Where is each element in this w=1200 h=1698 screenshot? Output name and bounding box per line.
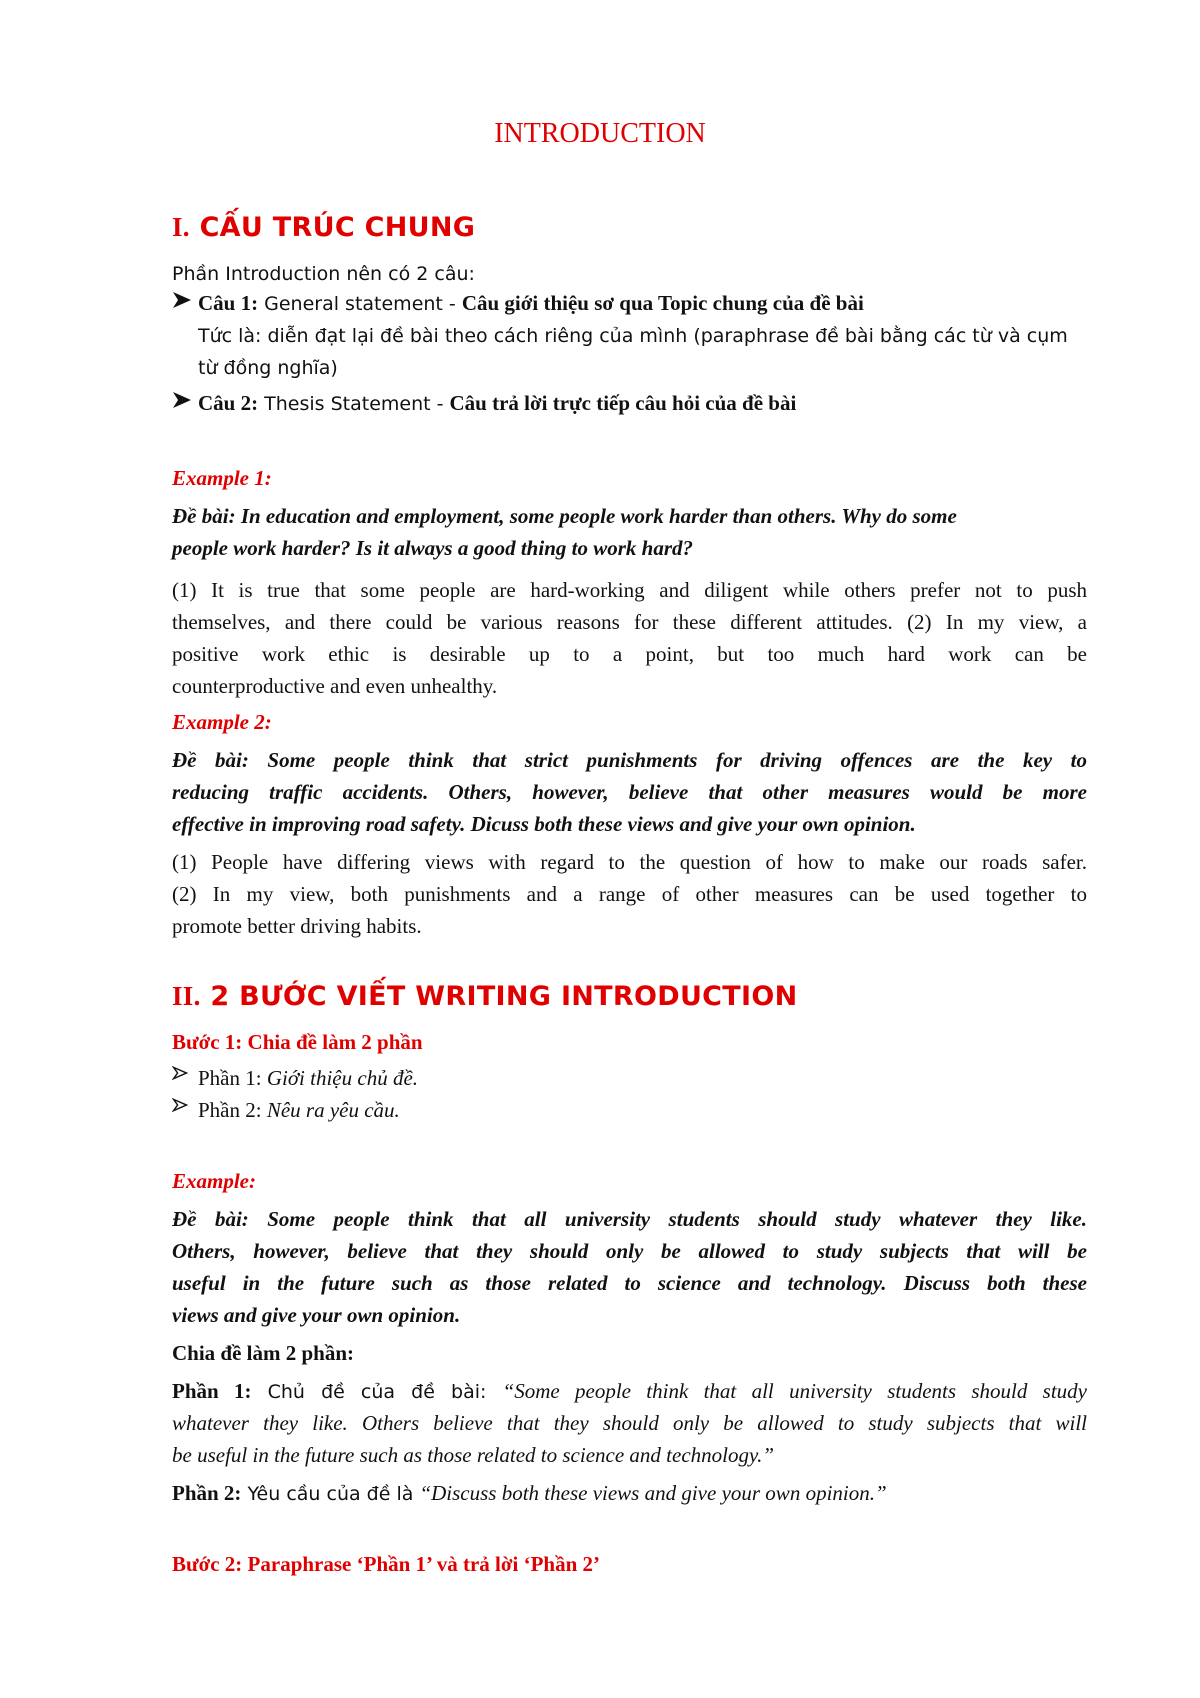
part-1-label: Phần 1: <box>198 1066 267 1090</box>
example-2-prompt-line-1: Đề bài: Some people think that strict punishments for driving offences are the key to <box>172 748 1087 772</box>
example-prompt-line-3: useful in the future such as those related to science and technology. Discuss both these <box>172 1271 1087 1295</box>
example-2-prompt-line-2: reducing traffic accidents. Others, however, believe that other measures would be more <box>172 780 1087 804</box>
example-prompt-line-4: views and give your own opinion. <box>172 1303 461 1327</box>
part-2-text: Nêu ra yêu cầu. <box>266 1098 400 1122</box>
phan-2-quote: “Discuss both these views and give your own opinion.” <box>419 1481 887 1505</box>
cau-1-plain: General statement - <box>258 293 462 315</box>
example-prompt-line-2: Others, however, believe that they should only be allowed to study subjects that will be <box>172 1239 1087 1263</box>
arrow-bullet-icon <box>172 1065 194 1087</box>
section-2-number: II. <box>172 981 201 1011</box>
page-title: INTRODUCTION <box>494 118 706 149</box>
example-1-prompt-line-1: Đề bài: In education and employment, some people work harder than others. Why do some <box>172 504 957 528</box>
bullet-cau-2 <box>198 387 1113 420</box>
arrow-bullet-icon <box>172 390 194 412</box>
phan-2-line <box>172 1477 1087 1510</box>
part-1-text: Giới thiệu chủ đề. <box>266 1066 419 1090</box>
cau-1-label: Câu 1: <box>198 291 259 315</box>
example-2-answer-line-2: (2) In my view, both punishments and a range of other measures can be used together to <box>172 882 1087 906</box>
cau-2-bold: Câu trả lời trực tiếp câu hỏi của đề bài <box>449 391 797 415</box>
part-2-item <box>198 1094 1113 1126</box>
example-1-answer-line-4: counterproductive and even unhealthy. <box>172 674 498 698</box>
split-heading: Chia đề làm 2 phần: <box>172 1341 355 1365</box>
phan-1-quote-line-1: “Some people think that all university students should study <box>502 1379 1087 1403</box>
arrow-bullet-icon <box>172 290 194 312</box>
example-1-label: Example 1: <box>172 466 272 490</box>
cau-2-plain: Thesis Statement - <box>258 393 450 415</box>
section-1-intro: Phần Introduction nên có 2 câu: <box>172 263 475 285</box>
cau-1-detail-line-1: Tức là: diễn đạt lại đề bài theo cách riêng của mình (paraphrase đề bài bằng các từ và cụm <box>198 325 1068 347</box>
phan-1-plain: Chủ đề của đề bài: <box>251 1381 503 1403</box>
section-1-heading <box>172 212 475 243</box>
example-1-answer-line-2: themselves, and there could be various reasons for these different attitudes. (2) In my view, a <box>172 610 1087 634</box>
phan-2-plain: Yêu cầu của đề là <box>241 1483 420 1505</box>
bullet-cau-1 <box>198 287 1113 320</box>
cau-1-bold: Câu giới thiệu sơ qua Topic chung của đề bài <box>461 291 864 315</box>
section-2-heading <box>172 981 798 1012</box>
section-1-number: I. <box>172 212 190 242</box>
step-1-heading: Bước 1: Chia đề làm 2 phần <box>172 1030 423 1054</box>
example-label: Example: <box>172 1169 256 1193</box>
cau-2-label: Câu 2: <box>198 391 259 415</box>
example-1-prompt-line-2: people work harder? Is it always a good thing to work hard? <box>172 536 693 560</box>
phan-1-label: Phần 1: <box>172 1379 252 1403</box>
example-1-answer-line-3: positive work ethic is desirable up to a point, but too much hard work can be <box>172 642 1087 666</box>
example-2-answer-line-1: (1) People have differing views with regard to the question of how to make our roads safer. <box>172 850 1087 874</box>
example-1-answer-line-1: (1) It is true that some people are hard-working and diligent while others prefer not to push <box>172 578 1087 602</box>
section-2-title: 2 BƯỚC VIẾT WRITING INTRODUCTION <box>210 981 798 1012</box>
phan-1-quote-line-3: be useful in the future such as those related to science and technology.” <box>172 1443 775 1467</box>
example-2-prompt-line-3: effective in improving road safety. Dicuss both these views and give your own opinion. <box>172 812 916 836</box>
phan-1-quote-line-2: whatever they like. Others believe that they should only be allowed to study subjects that will <box>172 1411 1087 1435</box>
step-2-heading: Bước 2: Paraphrase ‘Phần 1’ và trả lời ‘Phần 2’ <box>172 1552 601 1576</box>
section-1-title: CẤU TRÚC CHUNG <box>199 212 476 243</box>
phan-2-label: Phần 2: <box>172 1481 242 1505</box>
part-2-label: Phần 2: <box>198 1098 267 1122</box>
cau-1-detail-line-2: từ đồng nghĩa) <box>198 357 338 379</box>
part-1-item <box>198 1062 1113 1094</box>
example-2-label: Example 2: <box>172 710 272 734</box>
example-prompt-line-1: Đề bài: Some people think that all university students should study whatever they like. <box>172 1207 1087 1231</box>
example-2-answer-line-3: promote better driving habits. <box>172 914 422 938</box>
phan-1-line-1 <box>172 1375 1087 1408</box>
arrow-bullet-icon <box>172 1097 194 1119</box>
